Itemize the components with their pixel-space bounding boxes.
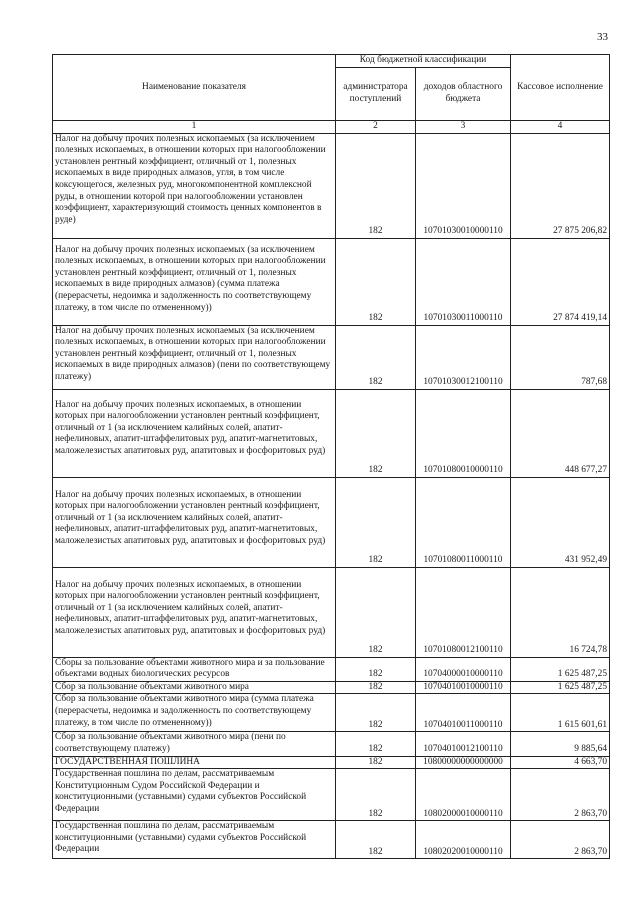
admin-code: 182 <box>336 477 416 567</box>
admin-code: 182 <box>336 681 416 694</box>
admin-code: 182 <box>336 657 416 681</box>
table-row <box>53 238 610 325</box>
table-row <box>53 732 610 756</box>
table-row <box>53 756 610 769</box>
table-row <box>53 694 610 732</box>
indicator-name: Налог на добычу прочих полезных ископаемых, в отношении которых при налогообложении установлен рентный коэффициент, отличный от 1 (за исключением калийных солей, апатит-нефелиновых, апатит-штаффелитовых руд, апатит-магнетитовых, маложелезистых апатитовых руд, апатитовых и фосфоритовых руд) <box>53 567 336 657</box>
page-number: 33 <box>597 31 608 43</box>
indicator-name: Сбор за пользование объектами животного мира (сумма платежа (перерасчеты, недоимка и задолженность по соответствующему платежу, в том числе по отмененному)) <box>53 694 336 732</box>
cash-execution: 27 875 206,82 <box>511 133 610 238</box>
cash-execution: 27 874 419,14 <box>511 238 610 325</box>
table-row <box>53 769 610 821</box>
cash-execution: 9 885,64 <box>511 732 610 756</box>
income-code: 10701030012100110 <box>416 325 511 389</box>
indicator-name: ГОСУДАРСТВЕННАЯ ПОШЛИНА <box>53 756 336 769</box>
income-code: 10802000010000110 <box>416 769 511 821</box>
table-row <box>53 133 610 238</box>
table-row <box>53 389 610 477</box>
admin-code: 182 <box>336 732 416 756</box>
col-number: 1 <box>53 121 336 134</box>
income-code: 10704010010000110 <box>416 681 511 694</box>
col-number: 3 <box>416 121 511 134</box>
indicator-name: Государственная пошлина по делам, рассматриваемым Конституционным Судом Российской Федерации и конституционными (уставными) судами субъектов Российской Федерации <box>53 769 336 821</box>
indicator-name: Налог на добычу прочих полезных ископаемых, в отношении которых при налогообложении установлен рентный коэффициент, отличный от 1 (за исключением калийных солей, апатит-нефелиновых, апатит-штаффелитовых руд, апатит-магнетитовых, маложелезистых апатитовых руд, апатитовых и фосфоритовых руд) <box>53 477 336 567</box>
admin-code: 182 <box>336 325 416 389</box>
indicator-name: Государственная пошлина по делам, рассматриваемым конституционными (уставными) судами субъектов Российской Федерации <box>53 821 336 859</box>
admin-code: 182 <box>336 567 416 657</box>
income-code: 10802020010000110 <box>416 821 511 859</box>
header-income: доходов областного бюджета <box>416 68 511 121</box>
income-code: 10704010012100110 <box>416 732 511 756</box>
indicator-name: Сборы за пользование объектами животного мира и за пользование объектами водных биологических ресурсов <box>53 657 336 681</box>
header-admin: администратора поступлений <box>336 68 416 121</box>
indicator-name: Налог на добычу прочих полезных ископаемых (за исключением полезных ископаемых, в отношении которых при налогообложении установлен рентный коэффициент, отличный от 1, полезных ископаемых в виде природных алмазов, угля, в том числе коксующегося, железных руд, многокомпонентной комплексной руды, в отношении которой при налогообложении установлен коэффициент, характеризующий стоимость ценных компонентов в руде) <box>53 133 336 238</box>
budget-table <box>52 54 610 859</box>
cash-execution: 2 863,70 <box>511 769 610 821</box>
table-row <box>53 821 610 859</box>
cash-execution: 1 615 601,61 <box>511 694 610 732</box>
indicator-name: Сбор за пользование объектами животного мира (пени по соответствующему платежу) <box>53 732 336 756</box>
admin-code: 182 <box>336 238 416 325</box>
col-number: 4 <box>511 121 610 134</box>
table-row <box>53 477 610 567</box>
cash-execution: 448 677,27 <box>511 389 610 477</box>
table-row <box>53 567 610 657</box>
cash-execution: 16 724,78 <box>511 567 610 657</box>
income-code: 10704010011000110 <box>416 694 511 732</box>
cash-execution: 1 625 487,25 <box>511 681 610 694</box>
table-row <box>53 325 610 389</box>
income-code: 10701080011000110 <box>416 477 511 567</box>
cash-execution: 2 863,70 <box>511 821 610 859</box>
income-code: 10704000010000110 <box>416 657 511 681</box>
cash-execution: 787,68 <box>511 325 610 389</box>
header-classification: Код бюджетной классификации <box>336 55 511 68</box>
indicator-name: Налог на добычу прочих полезных ископаемых (за исключением полезных ископаемых, в отношении которых при налогообложении установлен рентный коэффициент, отличный от 1, полезных ископаемых в виде природных алмазов) (сумма платежа (перерасчеты, недоимка и задолженность по соответствующему платежу, в том числе по отмененному)) <box>53 238 336 325</box>
indicator-name: Налог на добычу прочих полезных ископаемых (за исключением полезных ископаемых, в отношении которых при налогообложении установлен рентный коэффициент, отличный от 1, полезных ископаемых в виде природных алмазов) (пени по соответствующему платежу) <box>53 325 336 389</box>
income-code: 10701030010000110 <box>416 133 511 238</box>
income-code: 10701080012100110 <box>416 567 511 657</box>
indicator-name: Сбор за пользование объектами животного мира <box>53 681 336 694</box>
cash-execution: 1 625 487,25 <box>511 657 610 681</box>
admin-code: 182 <box>336 389 416 477</box>
header-execution: Кассовое исполнение <box>511 55 610 121</box>
admin-code: 182 <box>336 756 416 769</box>
income-code: 10701080010000110 <box>416 389 511 477</box>
table-row <box>53 681 610 694</box>
admin-code: 182 <box>336 769 416 821</box>
admin-code: 182 <box>336 821 416 859</box>
admin-code: 182 <box>336 133 416 238</box>
table-row <box>53 657 610 681</box>
income-code: 10701030011000110 <box>416 238 511 325</box>
cash-execution: 4 663,70 <box>511 756 610 769</box>
col-number: 2 <box>336 121 416 134</box>
income-code: 10800000000000000 <box>416 756 511 769</box>
indicator-name: Налог на добычу прочих полезных ископаемых, в отношении которых при налогообложении установлен рентный коэффициент, отличный от 1 (за исключением калийных солей, апатит-нефелиновых, апатит-штаффелитовых руд, апатит-магнетитовых, маложелезистых апатитовых руд, апатитовых и фосфоритовых руд) <box>53 389 336 477</box>
header-name: Наименование показателя <box>53 55 336 121</box>
cash-execution: 431 952,49 <box>511 477 610 567</box>
admin-code: 182 <box>336 694 416 732</box>
